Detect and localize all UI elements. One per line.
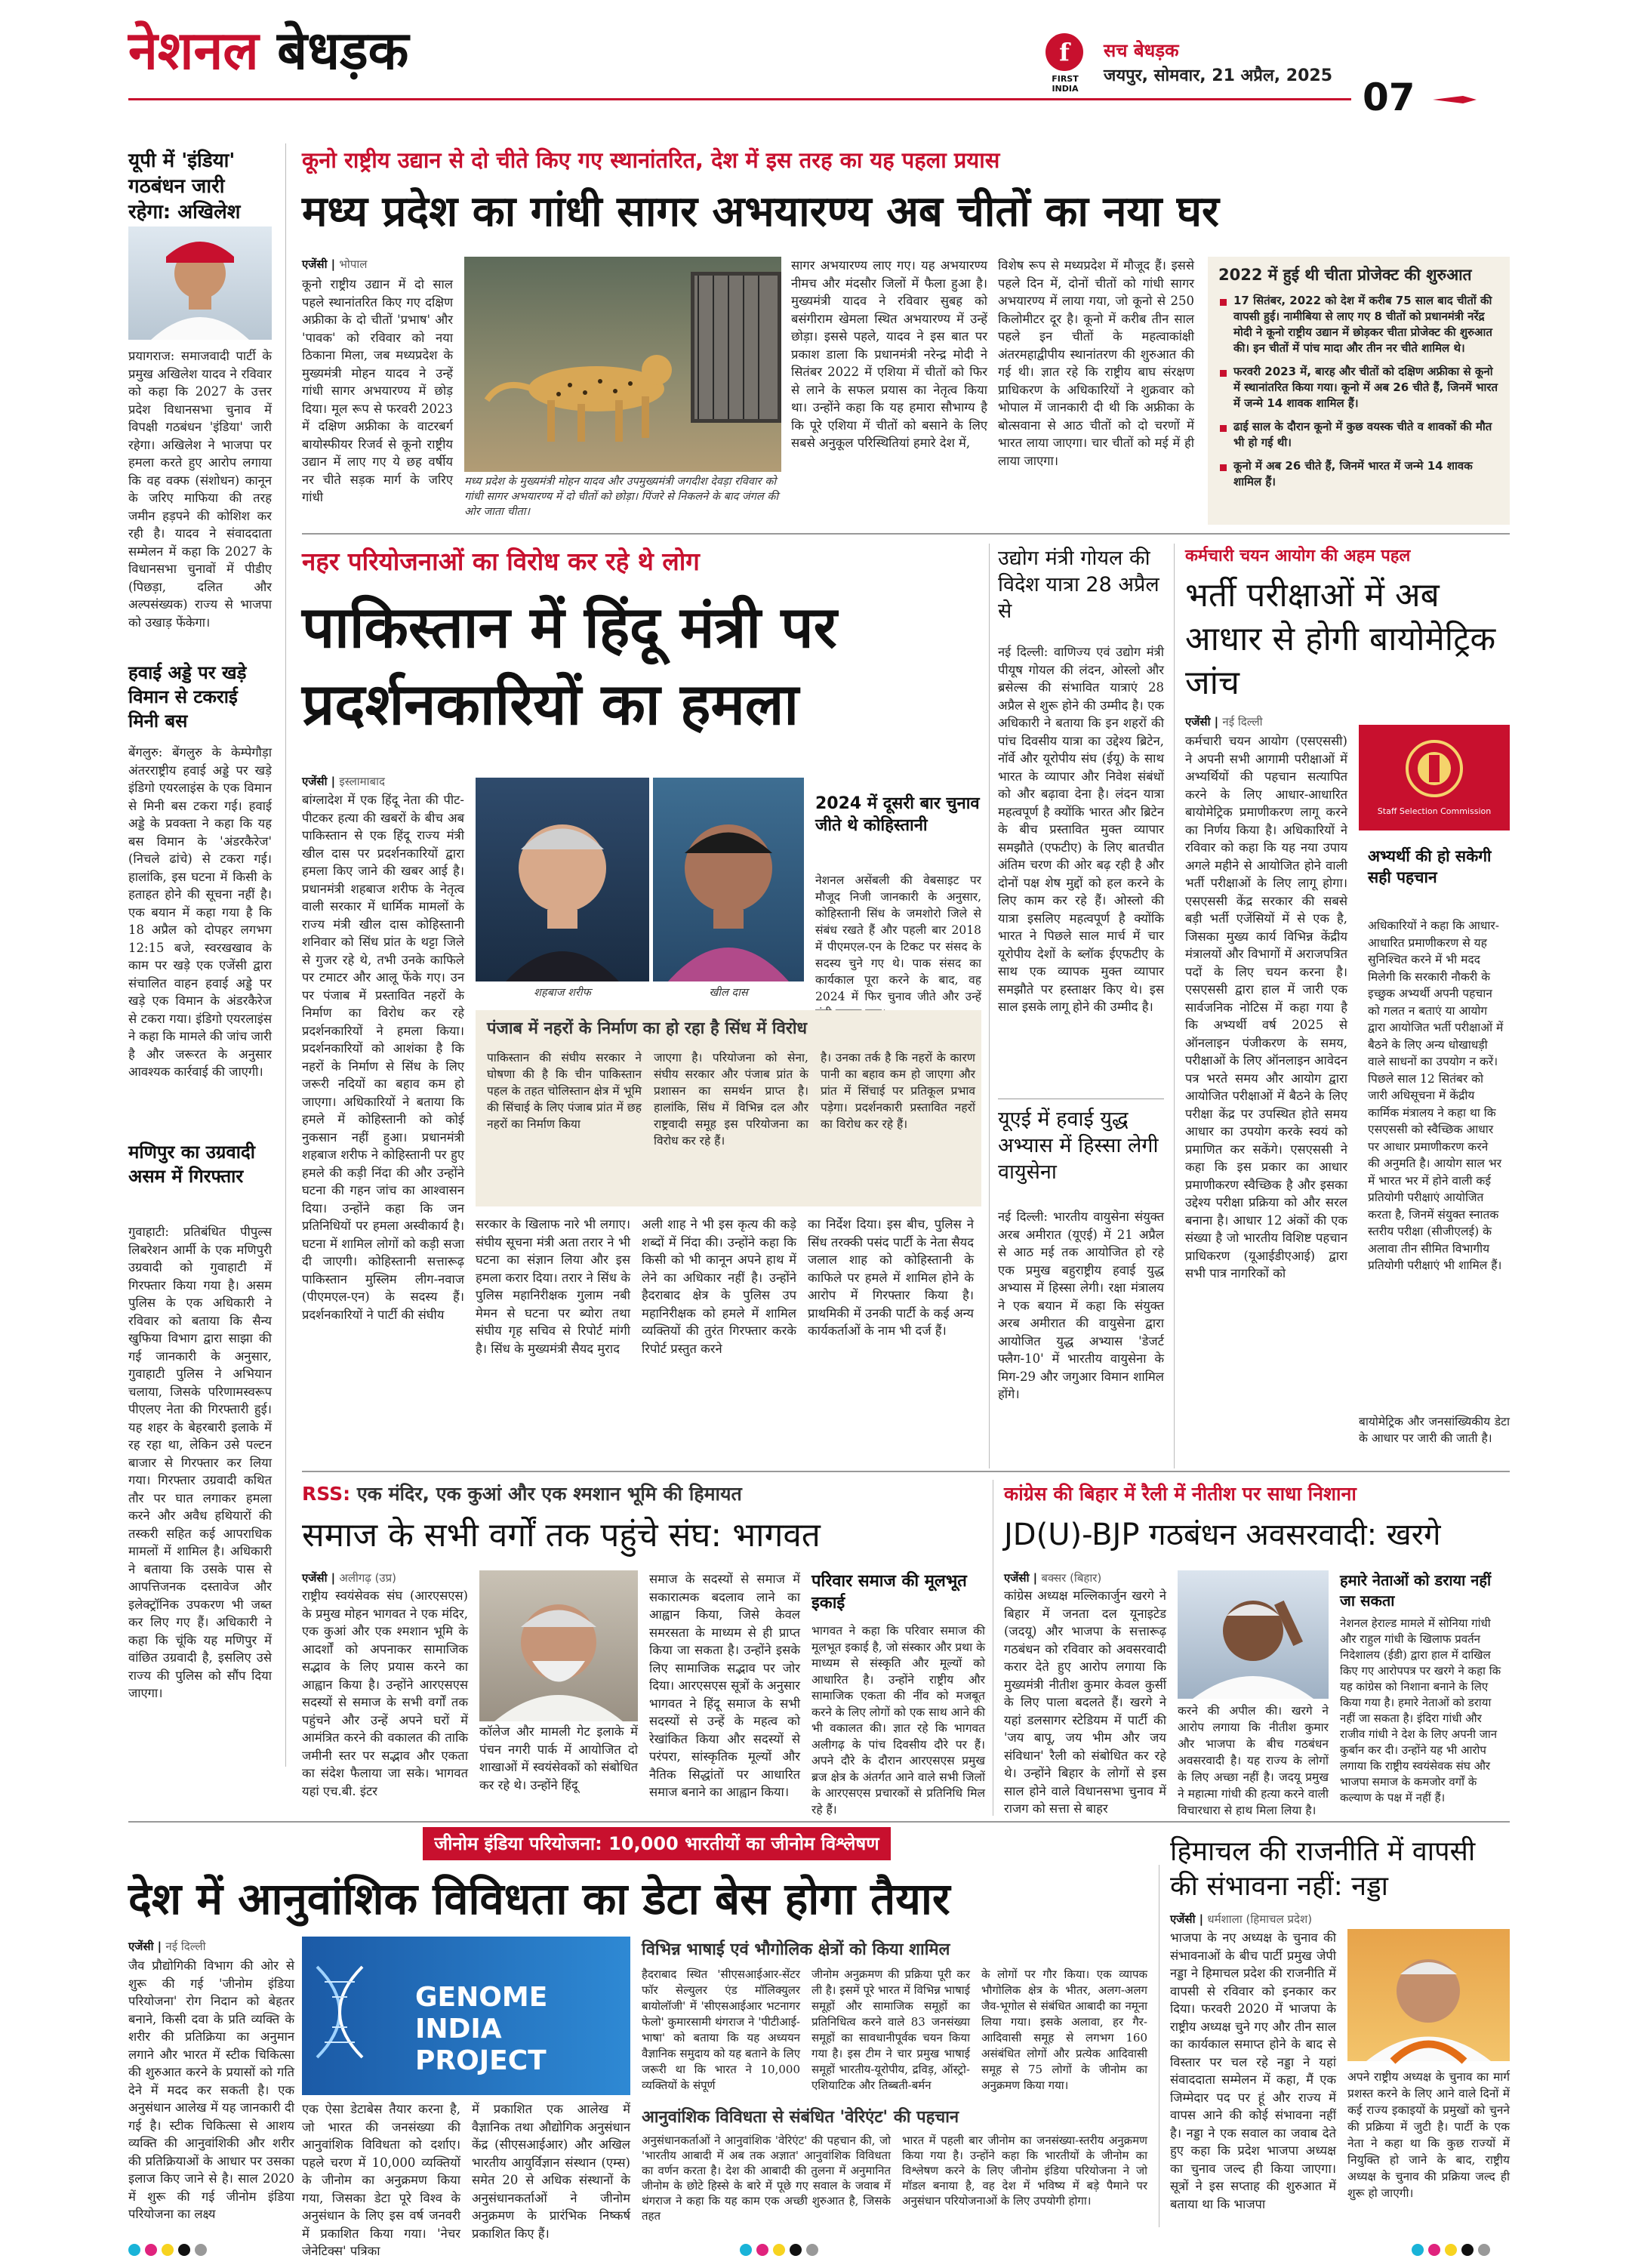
nadda-col2: अपने राष्ट्रीय अध्यक्ष के चुनाव का मार्ग प्रशस्त करने के लिए आने वाले दिनों में कई राज्य इकाइयों के प्रमुखों को चुनने की प्रक्रिया में जुटी है। पार्टी के एक नेता ने कहा था कि कुछ राज्यों में नियुक्ति हो जाने के बाद, राष्ट्रीय अध्यक्ष के चुनाव की प्रक्रिया जल्द ही शुरू हो जाएगी। — [1347, 2070, 1510, 2200]
ssc-sidebar-head: अभ्यर्थी की हो सकेगी सही पहचान — [1368, 847, 1492, 886]
factbox-item: कूनो में अब 26 चीते हैं, जिनमें भारत में जन्मे 14 शावक शामिल हैं। — [1218, 458, 1499, 490]
byline-location: बक्सर (बिहार) — [1041, 1571, 1102, 1585]
genome-col1: जैव प्रौद्योगिकी विभाग की ओर से शुरू की गई 'जीनोम इंडिया परियोजना' रोग निदान को बेहतर बनाने, किसी दवा के प्रति व्यक्ति के शरीर की प्रतिक्रिया का अनुमान लगाने और भारत में स्टीक चिकित्सा की शुरुआत करने के प्रयासों को गति देने में मदद कर सकती है। एक अनुसंधान आलेख में यह जानकारी दी गई है। स्टीक चिकित्सा से आशय व्यक्ति की आनुवांशिकी और शरीर की प्रतिक्रियाओं के आधार पर उसका इलाज किए जाने से है। साल 2020 में शुरू की गई जीनोम इंडिया परियोजना का लक्ष्य — [128, 1958, 294, 2221]
rss-col2: कॉलेज और मामली गेट इलाके में पंचन नगरी पार्क में आयोजित दो शाखाओं में स्वयंसेवकों को संबोधित कर रहे थे। उन्होंने हिंदू — [479, 1724, 638, 1792]
kharge-headline: JD(U)-BJP गठबंधन अवसरवादी: खरगे — [1004, 1518, 1441, 1552]
brand-sub: FIRST INDIA — [1052, 74, 1079, 94]
variant-col1: अनुसंधानकर्ताओं ने आनुवांशिक 'वेरिएंट' की पहचान की, जो 'भारतीय आबादी में अब तक अज्ञात' आनुवांशिक विविधता का वर्णन करता है। देश की आबादी की तुलना में अनुमानित जीनोम के छोटे हिस्से के बारे में पूछे गए सवाल के जवाब में थंगराज ने कहा कि यह काम एक अच्छी शुरुआत है, जिसके तहत — [642, 2134, 891, 2223]
cheetah-col2: सागर अभयारण्य लाए गए। यह अभयारण्य नीमच और मंदसौर जिलों में फैला हुआ है। मुख्यमंत्री यादव ने रविवार सुबह को बसंगीराम खेमला स्थित अभयारण्य में उन्हें छोड़ा। इससे पहले, यादव ने इस बात पर प्रकाश डाला कि प्रधानमंत्री नरेन्द्र मोदी ने सितंबर 2022 में एशिया में चीतों को फिर से लाने के सफल प्रयास का नेतृत्व किया था। उन्होंने कहा कि यह हमारा सौभाग्य है कि पूरे एशिया में चीतों को बसाने के लिए सबसे अनुकूल परिस्थितियां हमारे देश में, — [791, 258, 987, 450]
cheetah-headline: मध्य प्रदेश का गांधी सागर अभयारण्य अब चीतों का नया घर — [302, 187, 1219, 236]
akhilesh-photo — [128, 226, 272, 340]
bhagwat-photo — [479, 1570, 638, 1721]
uae-body: नई दिल्ली: भारतीय वायुसेना संयुक्त अरब अमीरात (यूएई) में 21 अप्रैल से आठ मई तक आयोजित हो रहे एक प्रमुख बहुराष्ट्रीय हवाई युद्ध अभ्यास में हिस्सा लेगी। रक्षा मंत्रालय ने एक बयान में कहा कि संयुक्त अरब अमीरात की वायुसेना द्वारा आयोजित युद्ध अभ्यास 'डेजर्ट फ्लैग-10' में भारतीय वायुसेना के मिग-29 और जगुआर विमान शामिल होंगे। — [998, 1209, 1164, 1401]
brief-airport-head: हवाई अड्डे पर खड़े विमान से टकराई मिनी बस — [128, 662, 247, 732]
ssc-byline: एजेंसी | नई दिल्ली — [1185, 715, 1263, 729]
rss-kicker-label: RSS: — [302, 1483, 351, 1505]
brief-manipur-head: मणिपुर का उग्रवादी असम में गिरफ्तार — [128, 1142, 255, 1187]
ssc-sidebar-body: अधिकारियों ने कहा कि आधार-आधारित प्रमाणीकरण से यह सुनिश्चित करने में भी मदद मिलेगी कि सरकारी नौकरी के इच्छुक अभ्यर्थी अपनी पहचान को गलत न बताएं या आयोग द्वारा आयोजित भर्ती परीक्षाओं में बैठने के लिए अन्य धोखाधड़ी वाले साधनों का उपयोग न करें। पिछले साल 12 सितंबर को जारी अधिसूचना में केंद्रीय कार्मिक मंत्रालय ने कहा था कि एसएससी को स्वैच्छिक आधार पर आधार प्रमाणीकरण करने की अनुमति है। आयोग साल भर में भारत भर में होने वाली कई प्रतियोगी परीक्षाएं आयोजित करता है, जिनमें संयुक्त स्नातक स्तरीय परीक्षा (सीजीएलई) के अलावा तीन सीमित विभागीय प्रतियोगी परीक्षाएं भी शामिल हैं। — [1368, 919, 1504, 1272]
pakistan-col1: बांग्लादेश में एक हिंदू नेता की पीट-पीटकर हत्या की खबरों के बीच अब पाकिस्तान से एक हिंदू राज्य मंत्री खील दास पर प्रदर्शनकारियों द्वारा हमला किए जाने की खबर आई है। प्रधानमंत्री शहबाज शरीफ के नेतृत्व वाली सरकार में धार्मिक मामलों के राज्य मंत्री खील दास कोहिस्तानी शनिवार को सिंध प्रांत के थट्टा जिले से गुजर रहे थे, तभी उनके काफिले पर टमाटर और आलू फेंके गए। उन पर पंजाब में प्रस्तावित नहरों के निर्माण का विरोध कर रहे प्रदर्शनकारियों ने हमला किया। प्रदर्शनकारियों को आशंका है कि नहरों के निर्माण से सिंध के लिए जरूरी नदियों का बहाव कम हो जाएगा। अधिकारियों ने बताया कि हमले में कोहिस्तानी को कोई नुकसान नहीं हुआ। प्रधानमंत्री शहबाज शरीफ ने कोहिस्तानी पर हुए हमले की कड़ी निंदा की और उन्होंने घटना की गहन जांच का आश्वासन दिया। उन्होंने कहा कि जन प्रतिनिधियों पर हमला अस्वीकार्य है। घटना में शामिल लोगों को कड़ी सजा दी जाएगी। कोहिस्तानी सत्तारूढ़ पाकिस्तान मुस्लिम लीग-नवाज (पीएमएल-एन) के सदस्य हैं। प्रदर्शनकारियों ने पार्टी की संघीय — [302, 793, 464, 1322]
punjab-col1: पाकिस्तान की संघीय सरकार ने घोषणा की है कि चीन पाकिस्तान पहल के तहत चोलिस्तान क्षेत्र में भूमि की सिंचाई के लिए पंजाब प्रांत में छह नहरों का निर्माण किया — [487, 1051, 642, 1131]
kharge-col1: कांग्रेस अध्यक्ष मल्लिकार्जुन खरगे ने बिहार में जनता दल यूनाइटेड (जदयू) और भाजपा के सत्तारूढ़ गठबंधन को रविवार को अवसरवादी करार देते हुए आरोप लगाया कि मुख्यमंत्री नीतीश कुमार केवल कुर्सी के लिए पाला बदलते हैं। खरगे ने यहां डलसागर स्टेडियम में पार्टी की 'जय बापू, जय भीम और जय संविधान' रैली को संबोधित कर रहे थे। उन्होंने बिहार के लोगों से इस साल होने वाले विधानसभा चुनाव में राजग को सत्ता से बाहर — [1004, 1589, 1166, 1816]
section-rule — [302, 1471, 1510, 1472]
masthead — [0, 0, 1626, 119]
pen-nib-icon — [1433, 94, 1478, 104]
kharge-sidebar-head: हमारे नेताओं को डराया नहीं जा सकता — [1340, 1571, 1492, 1610]
goyal-body: नई दिल्ली: वाणिज्य एवं उद्योग मंत्री पीयूष गोयल की लंदन, ओस्लो और ब्रसेल्स की संभावित यात्राएं 28 अप्रैल से शुरू होने की उम्मीद है। एक अधिकारी ने बताया कि इन शहरों की पांच दिवसीय यात्रा का उद्देश्य ब्रिटेन, नॉर्वे और यूरोपीय संघ (ईयू) के साथ भारत के व्यापार और निवेश संबंधों को और बढ़ावा देना है। लंदन यात्रा महत्वपूर्ण है क्योंकि भारत और ब्रिटेन के बीच प्रस्तावित मुक्त व्यापार समझौते (एफटीए) के लिए बातचीत अंतिम चरण की ओर बढ़ रही है और दोनों पक्ष शेष मुद्दों को हल करने के लिए काम कर रहे हैं। ओस्लो की यात्रा इसलिए महत्वपूर्ण है क्योंकि भारत ने पिछले साल मार्च में चार यूरोपीय देशों के ब्लॉक ईएफटीए के साथ एक व्यापक मुक्त व्यापार समझौते पर हस्ताक्षर किए थे। इस साल इसके लागू होने की उम्मीद है। — [998, 645, 1164, 1014]
dateline: जयपुर, सोमवार, 21 अप्रैल, 2025 — [1104, 66, 1333, 85]
brand-text: सच बेधड़क — [1104, 40, 1179, 61]
cheetah-byline: एजेंसी | भोपाल — [302, 257, 368, 271]
brief-airport-body: बेंगलुरु: बेंगलुरु के केम्पेगौड़ा अंतरराष्ट्रीय हवाई अड्डे पर खड़े इंडिगो एयरलाइंस के एक विमान से मिनी बस टकरा गई। हवाई अड्डे के प्रवक्ता ने कहा कि यह बस विमान के 'अंडरकैरेज' (निचले ढांचे) से टकरा गई। हालांकि, इस घटना में किसी के हताहत होने की सूचना नहीं है। एक बयान में कहा गया है कि 18 अप्रैल को दोपहर लगभग 12:15 बजे, स्वरखखाव के काम पर खड़े एक एजेंसी द्वारा संचालित वाहन हवाई अड्डे पर खड़े एक विमान के अंडरकैरेज से टकरा गया। इंडिगो एयरलाइंस ने कहा कि मामले की जांच जारी है और जरूरत के अनुसार आवश्यक कार्रवाई की जाएगी। — [128, 745, 272, 1079]
kharge-byline: एजेंसी | बक्सर (बिहार) — [1004, 1571, 1102, 1585]
punjab-col3: है। उनका तर्क है कि नहरों के कारण पानी का बहाव कम हो जाएगा और प्रांत में सिंचाई पर प्रतिकूल प्रभाव पड़ेगा। प्रदर्शनकारी प्रस्तावित नहरों का विरोध कर रहे हैं। — [821, 1051, 975, 1131]
rss-sidebar-head: परिवार समाज की मूलभूत इकाई — [811, 1572, 967, 1613]
page-number: 07 — [1363, 75, 1415, 119]
section-rule — [128, 1821, 1510, 1823]
ssc-col1: कर्मचारी चयन आयोग (एसएससी) ने अपनी सभी आगामी परीक्षाओं में अभ्यर्थियों की पहचान सत्यापित करने के लिए आधार-आधारित बायोमेट्रिक प्रमाणीकरण लागू करने का निर्णय किया है। अधिकारियों ने रविवार को कहा कि यह नया उपाय अगले महीने से आयोजित होने वाली भर्ती परीक्षाओं के लिए लागू होगा। एसएससी केंद्र सरकार की सबसे बड़ी भर्ती एजेंसियों में से एक है, जिसका मुख्य कार्य विभिन्न केंद्रीय मंत्रालयों और विभागों में अराजपत्रित पदों के लिए चयन करना है। एसएससी द्वारा हाल में जारी एक सार्वजनिक नोटिस में कहा गया है कि अभ्यर्थी वर्ष 2025 से ऑनलाइन पंजीकरण के समय, परीक्षाओं के लिए ऑनलाइन आवेदन पत्र भरते समय और आयोग द्वारा आयोजित परीक्षाओं में बैठने के लिए परीक्षा केंद्र पर उपस्थित होते समय आधार का उपयोग करके स्वयं को प्रमाणित कर सकेंगे। एसएससी ने कहा कि इस प्रकार का आधार प्रमाणीकरण स्वैच्छिक है और इसका उद्देश्य परीक्षा प्रक्रिया को और सरल बनाना है। आधार 12 अंकों की एक संख्या है जो भारतीय विशिष्ट पहचान प्राधिकरण (यूआईडीएआई) द्वारा सभी पात्र नागरिकों को — [1185, 734, 1347, 1280]
byline-location: धर्मशाला (हिमाचल प्रदेश) — [1207, 1912, 1313, 1926]
kharge-photo — [1178, 1570, 1329, 1699]
cheetah-factbox-title: 2022 में हुई थी चीता प्रोजेक्ट की शुरुआत — [1218, 266, 1472, 284]
section-rule — [302, 533, 1510, 535]
genome-kicker: जीनोम इंडिया परियोजना: 10,000 भारतीयों का जीनोम विश्लेषण — [434, 1833, 879, 1854]
byline-agency: एजेंसी — [302, 257, 328, 271]
pakistan-col3: अली शाह ने भी इस कृत्य की कड़े शब्दों में निंदा की। उन्होंने कहा कि किसी को भी कानून अपने हाथ में लेने का अधिकार नहीं है। उन्होंने हैदराबाद क्षेत्र के पुलिस उप महानिरीक्षक को हमले में शामिल व्यक्तियों की तुरंत गिरफ्तार करके रिपोर्ट प्रस्तुत करने — [642, 1217, 796, 1356]
rss-headline: समाज के सभी वर्गों तक पहुंचे संघ: भागवत — [302, 1516, 821, 1555]
cheetah-factbox-list — [1218, 293, 1499, 490]
col-divider — [989, 544, 990, 1468]
genome-box-col3: के लोगों पर गौर किया। एक व्यापक भौगोलिक क्षेत्र के भीतर, अलग-अलग जैव-भूगोल से संबंधित आबादी का नमूना लिया गया। इसके अलावा, हर गैर-आदिवासी समूह से लगभग 160 असंबंधित लोगों और प्रत्येक आदिवासी समूह से 75 लोगों के जीनोम का अनुक्रमण किया गया। — [981, 1968, 1147, 2092]
rss-sidebar-body: भागवत ने कहा कि परिवार समाज की मूलभूत इकाई है, जो संस्कार और प्रथा के माध्यम से संस्कृति और मूल्यों को आधारित है। उन्होंने राष्ट्रीय और सामाजिक एकता की नींव को मजबूत करने के लिए लोगों को एक साथ आने की भी वकालत की। ज्ञात रहे कि भागवत अलीगढ़ के पांच दिवसीय दौरे पर हैं। अपने दौरे के दौरान आरएसएस प्रमुख ब्रज क्षेत्र के अंतर्गत आने वाले सभी जिलों के आरएसएस प्रचारकों से प्रतिनिधि मिल रहे हैं। — [811, 1624, 985, 1817]
genome-byline: एजेंसी | नई दिल्ली — [128, 1940, 206, 1953]
ssc-logo — [1359, 725, 1510, 830]
pakistan-kicker: नहर परियोजनाओं का विरोध कर रहे थे लोग — [302, 547, 700, 576]
nadda-photo — [1347, 1929, 1510, 2061]
genome-box-col1: हैदराबाद स्थित 'सीएसआईआर-सेंटर फॉर सेल्युलर एंड मॉलिक्युलर बायोलॉजी' में 'सीएसआईआर भटनागर फेलो' कुमारसामी थंगराज ने 'पीटीआई-भाषा' को बताया कि यह अध्ययन वैज्ञानिक समुदाय को यह बताने के लिए जरूरी था कि भारत ने 10,000 व्यक्तियों के संपूर्ण — [642, 1968, 800, 2092]
nadda-col1: भाजपा के नए अध्यक्ष के चुनाव की संभावनाओं के बीच पार्टी प्रमुख जेपी नड्डा ने हिमाचल प्रदेश की राजनीति में वापसी से रविवार को इनकार कर दिया। फरवरी 2020 में भाजपा के राष्ट्रीय अध्यक्ष चुने गए और तीन साल का कार्यकाल समाप्त होने के बाद से विस्तार पर चल रहे नड्डा ने यहां संवाददाता सम्मेलन में कहा, मैं एक जिम्मेदार पद पर हूं और राज्य में वापस आने की कोई संभावना नहीं है। नड्डा ने एक सवाल का जवाब देते हुए कहा कि प्रदेश भाजपा अध्यक्ष का चुनाव जल्द ही किया जाएगा। सूत्रों ने इस सप्ताह की शुरुआत में बताया था कि भाजपा — [1170, 1931, 1336, 2211]
pakistan-col2: सरकार के खिलाफ नारे भी लगाए। संघीय सूचना मंत्री अता तरार ने भी घटना का संज्ञान लिया और इस हमला करार दिया। तरार ने सिंध के पुलिस महानिरीक्षक गुलाम नबी मेमन से घटना पर ब्योरा तथा संघीय गृह सचिव से रिपोर्ट मांगी है। सिंध के मुख्यमंत्री सैयद मुराद — [476, 1217, 630, 1356]
genome-col3: में प्रकाशित एक आलेख में वैज्ञानिक तथा औद्योगिक अनुसंधान केंद्र (सीएसआईआर) और अखिल भारतीय आयुर्विज्ञान संस्थान (एम्स) समेत 20 से अधिक संस्थानों के अनुसंधानकर्ताओं ने जीनोम अनुक्रमण के प्रारंभिक निष्कर्ष प्रकाशित किए हैं। — [472, 2102, 630, 2241]
kheel-das-caption: खील दास — [709, 987, 748, 999]
kheel-das-photo — [653, 778, 804, 981]
genome-headline: देश में आनुवांशिक विविधता का डेटा बेस होगा तैयार — [128, 1873, 950, 1924]
byline-agency: एजेंसी — [128, 1940, 154, 1953]
nadda-headline: हिमाचल की राजनीति में वापसी की संभावना नहीं: नड्डा — [1170, 1836, 1476, 1902]
ssc-headline: भर्ती परीक्षाओं में अब आधार से होगी बायोमेट्रिक जांच — [1185, 576, 1496, 702]
uae-headline: यूएई में हवाई युद्ध अभ्यास में हिस्सा लेगी वायुसेना — [998, 1108, 1159, 1184]
variant-head: आनुवांशिक विविधता से संबंधित 'वेरिएंट' की पहचान — [642, 2108, 959, 2127]
ssc-kicker: कर्मचारी चयन आयोग की अहम पहल — [1185, 547, 1411, 565]
rss-col3: समाज के सदस्यों से समाज में सकारात्मक बदलाव लाने का आह्वान किया, जिसे केवल समरसता के माध्यम से ही प्राप्त किया जा सकता है। उन्होंने इसके लिए सामाजिक सद्भाव पर जोर दिया। आरएसएस सूत्रों के अनुसार भागवत ने हिंदू समाज के सभी सदस्यों से उन्हें के महत्व को रेखांकित किया और सदस्यों से परंपरा, सांस्कृतिक मूल्यों और नैतिक सिद्धांतों पर आधारित समाज बनाने का आह्वान किया। — [649, 1572, 800, 1799]
section-title-part1: नेशनल — [128, 20, 259, 82]
pakistan-sidebar-body: नेशनल असेंबली की वेबसाइट पर मौजूद निजी जानकारी के अनुसार, कोहिस्तानी सिंध के जमशोरो जिले से संबंध रखते हैं और पहली बार 2018 में पीएमएल-एन के टिकट पर संसद के सदस्य चुने गए थे। पाक संसद का कार्यकाल पूरा करने के बाद, वह 2024 में फिर चुनाव जीते और उन्हें — [815, 874, 981, 1003]
pakistan-headline: पाकिस्तान में हिंदू मंत्री पर प्रदर्शनकारियों का हमला — [302, 593, 837, 738]
factbox-item: ढाई साल के दौरान कूनो में कुछ वयस्क चीते व शावकों की मौत भी हो गई थी। — [1218, 419, 1499, 451]
byline-location: इस्लामाबाद — [339, 775, 385, 788]
cheetah-photo — [464, 257, 781, 472]
pakistan-sidebar-head: 2024 में दूसरी बार चुनाव जीते थे कोहिस्तानी — [815, 794, 980, 835]
footer-color-dots-left — [128, 2244, 211, 2259]
kharge-kicker: कांग्रेस की बिहार में रैली में नीतीश पर साधा निशाना — [1004, 1483, 1357, 1505]
sharif-photo — [476, 778, 649, 981]
cheetah-kicker: कूनो राष्ट्रीय उद्यान से दो चीते किए गए स्थानांतरित, देश में इस तरह का यह पहला प्रयास — [302, 147, 1000, 173]
cheetah-col1: कूनो राष्ट्रीय उद्यान में दो साल पहले स्थानांतरित किए गए दक्षिण अफ्रीका के दो चीतों 'प्रभाष' और 'पावक' को रविवार को नया ठिकाना मिला, जब मध्यप्रदेश के मुख्यमंत्री मोहन यादव ने उन्हें गांधी सागर अभयारण्य में छोड़ दिया। मूल रूप से फरवरी 2023 में दक्षिण अफ्रीका के वाटरबर्ग बायोस्फीयर रिजर्व से कूनो राष्ट्रीय उद्यान में लाए गए ये छह वर्षीय नर चीते सड़क मार्ग के जरिए गांधी — [302, 277, 453, 504]
genome-graphic — [302, 1937, 630, 2095]
goyal-headline: उद्योग मंत्री गोयल की विदेश यात्रा 28 अप्रैल से — [998, 547, 1159, 623]
cheetah-factbox — [1208, 257, 1510, 525]
punjab-box-head: पंजाब में नहरों के निर्माण का हो रहा है सिंध में विरोध — [487, 1019, 808, 1038]
byline-location: नई दिल्ली — [1222, 715, 1263, 729]
brief-akhilesh-body: प्रयागराज: समाजवादी पार्टी के प्रमुख अखिलेश यादव ने रविवार को कहा कि 2027 के उत्तर प्रदेश विधानसभा चुनाव में विपक्षी गठबंधन 'इंडिया' जारी रहेगा। अखिलेश ने भाजपा पर हमला करते हुए आरोप लगाया कि वह वक्फ (संशोधन) कानून के जरिए माफिया की तरह जमीन हड़पने की कोशिश कर रही है। यादव ने संवाददाता सम्मेलन में कहा कि 2027 के विधानसभा चुनावों में पीडीए (पिछड़ा, दलित और अल्पसंख्यक) राज्य से भाजपा को उखाड़ फेंकेगा। — [128, 349, 272, 630]
kharge-col2: करने की अपील की। खरगे ने आरोप लगाया कि नीतीश कुमार और भाजपा के बीच गठबंधन अवसरवादी है। यह राज्य के लोगों के लिए अच्छा नहीं है। जदयू प्रमुख ने महात्मा गांधी की हत्या करने वाली विचारधारा से हाथ मिला लिया है। — [1178, 1704, 1329, 1817]
brief-manipur-body: गुवाहाटी: प्रतिबंधित पीपुल्स लिबरेशन आर्मी के एक मणिपुरी उग्रवादी को गुवाहाटी में गिरफ्तार किया गया है। असम पुलिस के एक अधिकारी ने रविवार को बताया कि सैन्य खुफिया विभाग द्वारा साझा की गई जानकारी के अनुसार, गुवाहाटी पुलिस ने अभियान चलाया, जिसके परिणामस्वरूप पीएलए नेता की गिरफ्तारी हुई। यह शहर के बेहरबारी इलाके में रह रहा था, लेकिन उसे पल्टन बाजार से गिरफ्तार कर लिया गया। गिरफ्तार उग्रवादी कथित तौर पर घात लगाकर हमला करने और अवैध हथियारों की तस्करी सहित कई आपराधिक मामलों में शामिल है। अधिकारी ने बताया कि उसके पास से आपत्तिजनक दस्तावेज और इलेक्ट्रॉनिक उपकरण भी जब्त कर लिए गए हैं। अधिकारी ने कहा कि चूंकि यह मणिपुर में वांछित उग्रवादी है, इसलिए उसे राज्य की पुलिस को सौंप दिया जाएगा। — [128, 1225, 272, 1700]
factbox-item: फरवरी 2023 में, बारह और चीतों को दक्षिण अफ्रीका से कूनो में स्थानांतरित किया गया। कूनो में अब 26 चीते हैं, जिनमें भारत में जन्मे 14 शावक शामिल हैं। — [1218, 364, 1499, 411]
byline-location: नई दिल्ली — [165, 1940, 206, 1953]
col-divider — [1174, 544, 1175, 1468]
genome-graphic-title: GENOME INDIA PROJECT — [415, 1982, 548, 2076]
rss-kicker-text: एक मंदिर, एक कुआं और एक श्मशान भूमि की हिमायत — [356, 1483, 742, 1505]
byline-location: अलीगढ़ (उप्र) — [339, 1571, 397, 1585]
brand-logo-icon: f — [1046, 33, 1083, 71]
footer-color-dots-center — [740, 2244, 823, 2259]
byline-location: भोपाल — [339, 257, 368, 271]
cheetah-col3: विशेष रूप से मध्यप्रदेश में मौजूद हैं। इससे पहले दिन में, दोनों चीतों को गांधी सागर अभयारण्य में लाया गया, जो कूनो से 250 किलोमीटर दूर है। कूनो में करीब तीन साल पहले इन चीतों के महत्वाकांक्षी अंतरमहाद्वीपीय स्थानांतरण की शुरुआत की गई थी। ज्ञात रहे कि राष्ट्रीय बाघ संरक्षण प्राधिकरण के अधिकारियों ने शुक्रवार को भोपाल में जानकारी दी थी कि अफ्रीका के बोत्सवाना से आठ चीतों को दो चरणों में भारत लाया जाएगा। चार चीतों को मई में ही लाया जाएगा। — [998, 258, 1194, 468]
pakistan-byline: एजेंसी | इस्लामाबाद — [302, 775, 385, 788]
byline-agency: एजेंसी — [302, 1571, 328, 1585]
section-title-part2: बेधड़क — [277, 20, 409, 82]
brief-akhilesh-head: यूपी में 'इंडिया' गठबंधन जारी रहेगा: अखिलेश — [128, 149, 241, 223]
footer-color-dots-right — [1412, 2244, 1495, 2259]
kharge-sidebar-body: नेशनल हेराल्ड मामले में सोनिया गांधी और राहुल गांधी के खिलाफ प्रवर्तन निदेशालय (ईडी) द्वारा हाल में दाखिल किए गए आरोपपत्र पर खरगे ने कहा कि यह कांग्रेस को निशाना बनाने के लिए किया गया है। हमारे नेताओं को डराया नहीं जा सकता है। इंदिरा गांधी और राजीव गांधी ने देश के लिए अपनी जान कुर्बान कर दी। उन्होंने यह भी आरोप लगाया कि राष्ट्रीय स्वयंसेवक संघ और भाजपा समाज के कमजोर वर्गों के कल्याण के पक्ष में नहीं हैं। — [1340, 1616, 1501, 1804]
genome-col2: एक ऐसा डेटाबेस तैयार करना है, जो भारत की जनसंख्या की आनुवांशिक विविधता को दर्शाए। पहले चरण में 10,000 व्यक्तियों के जीनोम का अनुक्रमण किया गया, जिसका डेटा पूरे विश्व के अनुसंधान के लिए इस वर्ष जनवरी में प्रकाशित किया गया। 'नेचर जेनेटिक्स' पत्रिका — [302, 2102, 460, 2258]
sharif-caption: शहबाज शरीफ — [534, 987, 591, 999]
punjab-col2: जाएगा है। परियोजना को सेना, संघीय सरकार और पंजाब प्रांत के प्रशासन का समर्थन प्राप्त है। हालांकि, सिंध में विभिन्न दल और राष्ट्रवादी समूह इस परियोजना का विरोध कर रहे हैं। — [654, 1051, 808, 1148]
factbox-item: 17 सितंबर, 2022 को देश में करीब 75 साल बाद चीतों की वापसी हुई। नामीबिया से लाए गए 8 चीतों को प्रधानमंत्री नरेंद्र मोदी ने कूनो राष्ट्रीय उद्यान में छोड़कर चीता प्रोजेक्ट की शुरुआत की। इन चीतों में पांच मादा और तीन नर चीते शामिल थे। — [1218, 293, 1499, 356]
byline-agency: एजेंसी — [302, 775, 328, 788]
nadda-byline: एजेंसी | धर्मशाला (हिमाचल प्रदेश) — [1170, 1912, 1313, 1926]
pakistan-col4: का निर्देश दिया। इस बीच, पुलिस ने सिंध तरक्की पसंद पार्टी के नेता सैयद जलाल शाह को कोहिस्तानी के काफिले पर हमले में शामिल होने के आरोप में गिरफ्तार किया है। प्राथमिकी में उनकी पार्टी के कई अन्य कार्यकर्ताओं के नाम भी दर्ज हैं। — [808, 1217, 974, 1338]
rss-byline: एजेंसी | अलीगढ़ (उप्र) — [302, 1571, 397, 1585]
byline-agency: एजेंसी — [1185, 715, 1211, 729]
genome-box-col2: जीनोम अनुक्रमण की प्रक्रिया पूरी कर ली है। इसमें पूरे भारत में विभिन्न भाषाई समूहों और सामाजिक समूहों का प्रतिनिधित्व करने वाले 83 जनसंख्या समूहों का सावधानीपूर्वक चयन किया गया है। इस टीम ने चार प्रमुख भाषाई समूहों भारतीय-यूरोपीय, द्रविड़, ऑस्ट्रो-एशियाटिक और तिब्बती-बर्मन — [811, 1968, 970, 2092]
ssc-col1-tail: बायोमेट्रिक और जनसांख्यिकीय डेटा के आधार पर जारी की जाती है। — [1359, 1415, 1510, 1445]
col-divider — [285, 143, 286, 1767]
rss-col1: राष्ट्रीय स्वयंसेवक संघ (आरएसएस) के प्रमुख मोहन भागवत ने एक मंदिर, एक कुआं और एक श्मशान भूमि के आदर्शों को अपनाकर सामाजिक सद्भाव के लिए प्रयास करने का आह्वान किया है। उन्होंने आरएसएस सदस्यों से समाज के सभी वर्गों तक पहुंचने और उन्हें अपने घरों में आमंत्रित करने की वकालत की ताकि जमीनी स्तर पर सद्भाव और एकता का संदेश फैलाया जा सके। भागवत यहां एच.बी. इंटर — [302, 1589, 468, 1798]
byline-agency: एजेंसी — [1170, 1912, 1196, 1926]
rss-kicker — [302, 1481, 1019, 1507]
header-rule — [128, 98, 1351, 100]
section-title — [128, 17, 408, 85]
ssc-logo-text: Staff Selection Commission — [1377, 806, 1492, 816]
variant-col2: भारत में पहली बार जीनोम का जनसंख्या-स्तरीय अनुक्रमण किया गया है। उन्होंने कहा कि भारतीयों के जीनोम का विश्लेषण करने के लिए जीनोम इंडिया परियोजना ने जो मॉडल बनाया है, वह देश में भविष्य में बड़े पैमाने पर अनुसंधान परियोजनाओं के लिए उपयोगी होगा। — [902, 2134, 1147, 2208]
cheetah-caption: मध्य प्रदेश के मुख्यमंत्री मोहन यादव और उपमुख्यमंत्री जगदीश देवड़ा रविवार को गांधी सागर अभयारण्य में दो चीतों को छोड़ा। पिंजरे से निकलने के बाद जंगल की ओर जाता चीता। — [464, 476, 779, 518]
genome-box-head: विभिन्न भाषाई एवं भौगोलिक क्षेत्रों को किया शामिल — [642, 1940, 950, 1959]
byline-agency: एजेंसी — [1004, 1571, 1030, 1585]
